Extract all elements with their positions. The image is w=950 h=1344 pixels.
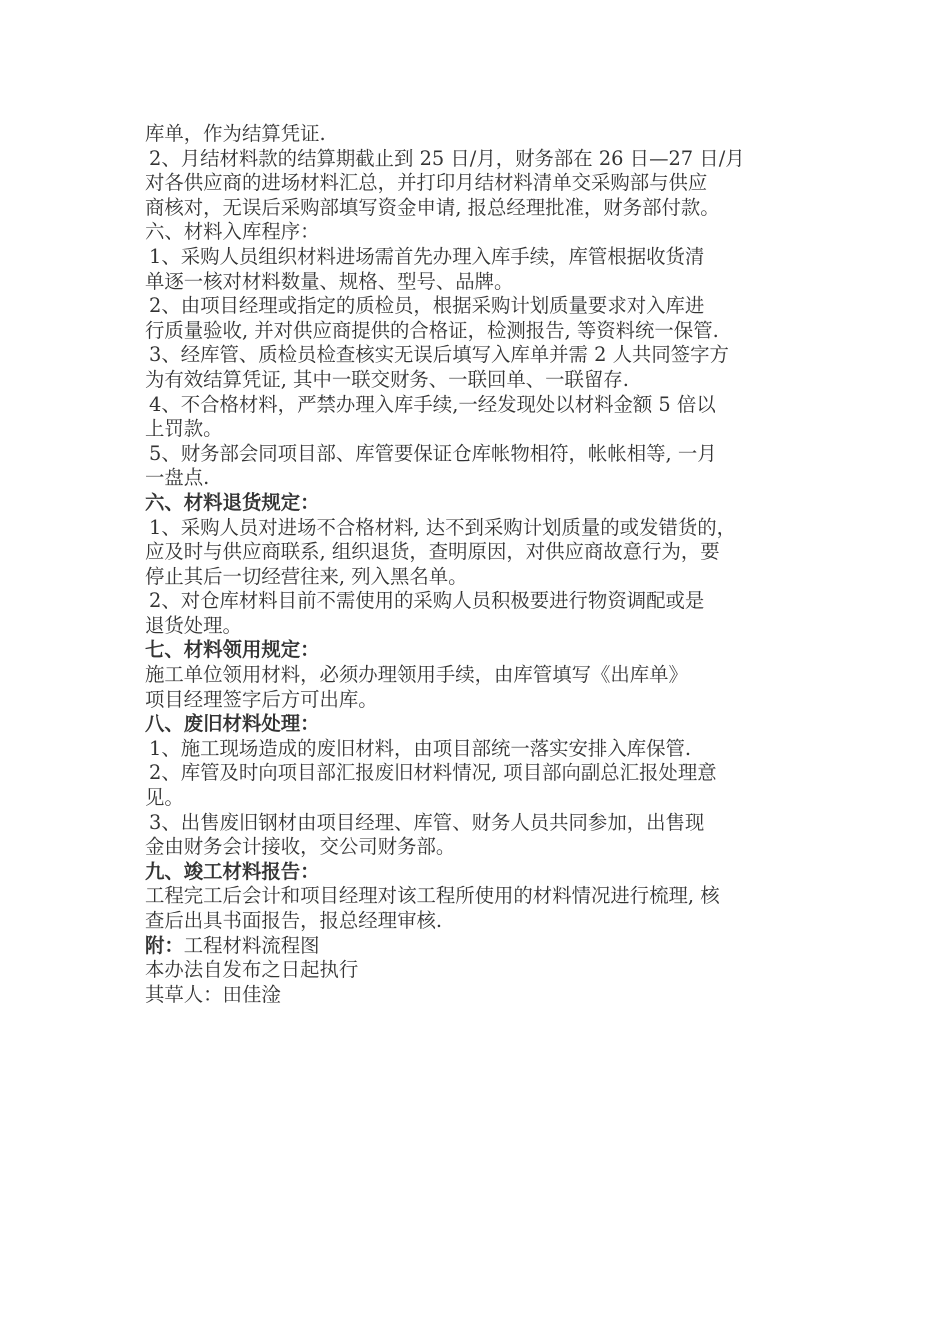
text-line: 1、采购人员对进场不合格材料, 达不到采购计划质量的或发错货的，	[149, 515, 736, 539]
text-line: 5、财务部会同项目部、库管要保证仓库帐物相符，帐帐相等, 一月	[149, 441, 717, 465]
text-line: 施工单位领用材料，必须办理领用手续，由库管填写《出库单》	[145, 663, 688, 687]
text-line: 4、不合格材料，严禁办理入库手续,一经发现处以材料金额 5 倍以	[149, 392, 716, 416]
document-page	[145, 122, 817, 1007]
text-line: 单逐一核对材料数量、规格、型号、品牌。	[145, 269, 514, 293]
text-line: 1、施工现场造成的废旧材料，由项目部统一落实安排入库保管.	[149, 736, 692, 760]
section-heading: 六、材料退货规定：	[145, 490, 320, 514]
text-line: 2、由项目经理或指定的质检员，根据采购计划质量要求对入库进	[149, 294, 705, 318]
text-line: 1、采购人员组织材料进场需首先办理入库手续，库管根据收货清	[149, 244, 705, 268]
text-line: 2、库管及时向项目部汇报废旧材料情况, 项目部向副总汇报处理意	[149, 761, 717, 785]
text-line: 行质量验收, 并对供应商提供的合格证，检测报告, 等资料统一保管.	[145, 318, 719, 342]
text-line: 2、月结材料款的结算期截止到 25 日/月，财务部在 26 日—27 日/月	[149, 146, 745, 170]
text-line: 3、经库管、质检员检查核实无误后填写入库单并需 2 人共同签字方	[149, 343, 729, 367]
text-line: 为有效结算凭证, 其中一联交财务、一联回单、一联留存.	[145, 367, 629, 391]
text-line: 对各供应商的进场材料汇总，并打印月结材料清单交采购部与供应	[145, 171, 708, 195]
text-line: 库单，作为结算凭证.	[145, 122, 326, 145]
section-title: 六、材料入库程序：	[145, 220, 320, 244]
text-line: 工程完工后会计和项目经理对该工程所使用的材料情况进行梳理, 核	[145, 884, 720, 908]
text-line: 见。	[145, 786, 184, 810]
text-line: 2、对仓库材料目前不需使用的采购人员积极要进行物资调配或是	[149, 589, 705, 613]
text-line: 金由财务会计接收，交公司财务部。	[145, 835, 456, 859]
text-line: 上罚款。	[145, 417, 223, 441]
text-line: 3、出售废旧钢材由项目经理、库管、财务人员共同参加，出售现	[149, 810, 705, 834]
text-line: 项目经理签字后方可出库。	[145, 687, 378, 711]
section-heading: 八、废旧材料处理：	[145, 712, 320, 736]
text-line: 商核对，无误后采购部填写资金申请, 报总经理批准，财务部付款。	[145, 195, 720, 219]
text-line: 查后出具书面报告，报总经理审核.	[145, 909, 443, 932]
text-line: 一盘点.	[145, 466, 210, 490]
effective-statement: 本办法自发布之日起执行	[145, 958, 359, 982]
text-line: 停止其后一切经营往来, 列入黑名单。	[145, 564, 468, 588]
text-line: 应及时与供应商联系, 组织退货，查明原因，对供应商故意行为，要	[145, 540, 720, 564]
section-heading: 九、竣工材料报告：	[145, 859, 320, 883]
attachment-prefix: 附：	[145, 933, 184, 957]
text-line: 退货处理。	[145, 613, 242, 637]
drafter-line: 其草人：田佳淦	[145, 982, 281, 1006]
section-heading: 七、材料领用规定：	[145, 638, 320, 662]
attachment-line	[145, 934, 817, 959]
attachment-text: 工程材料流程图	[183, 933, 320, 957]
